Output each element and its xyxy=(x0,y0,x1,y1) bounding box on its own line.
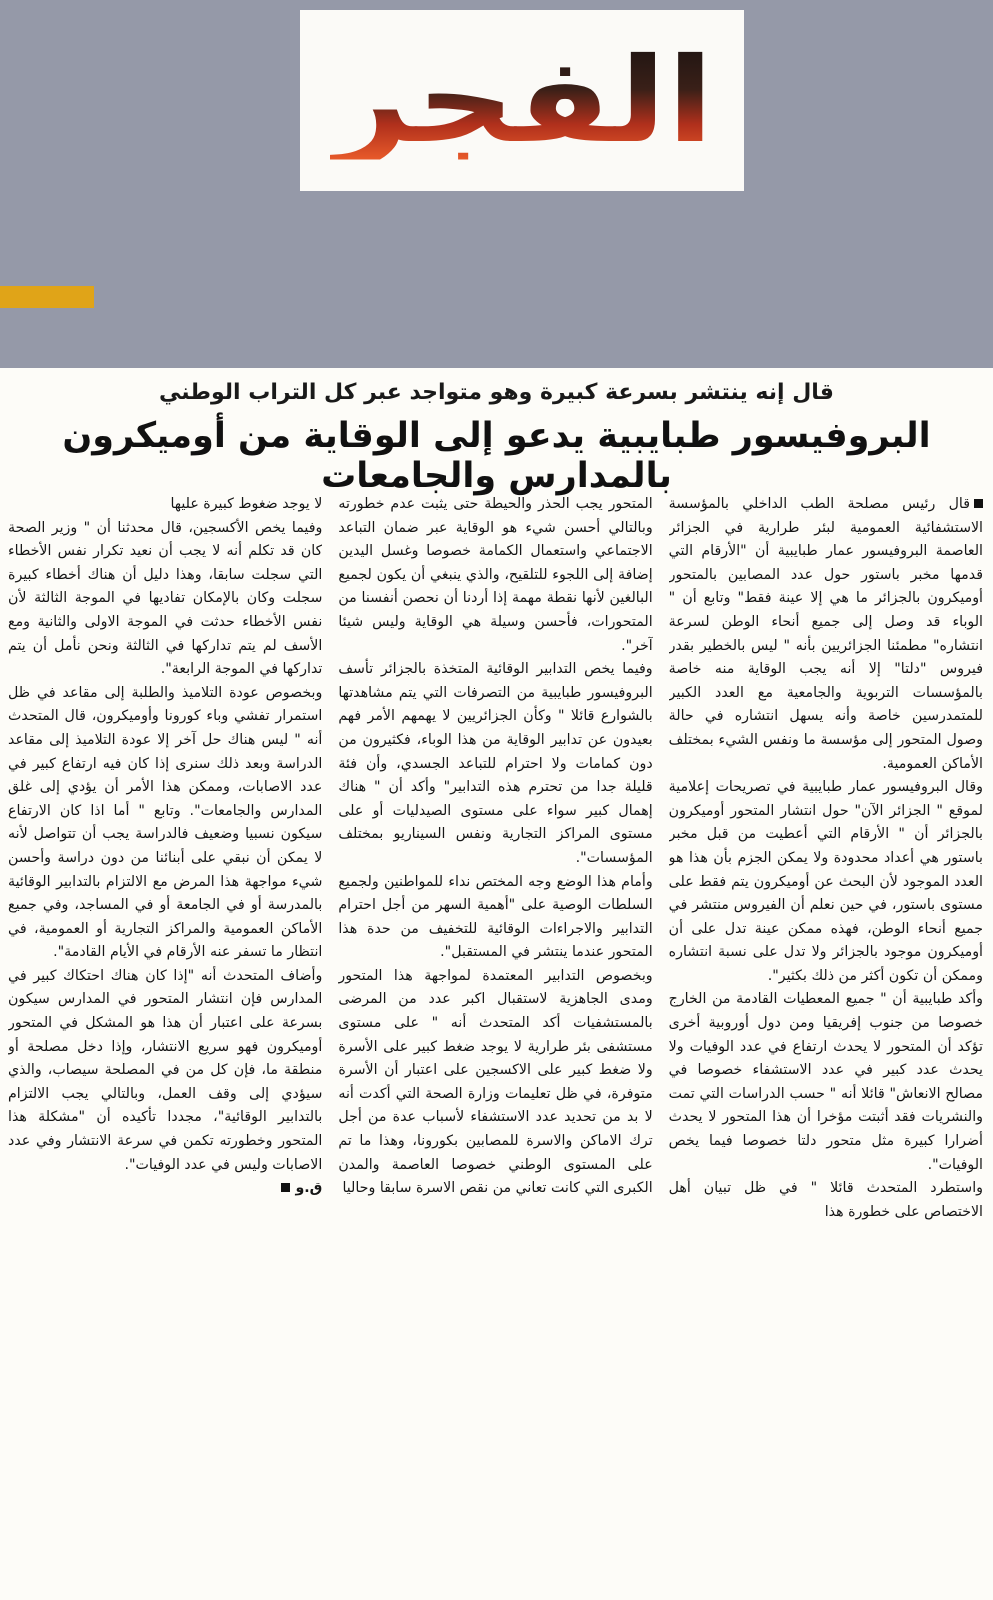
article-kicker: قال إنه ينتشر بسرعة كبيرة وهو متواجد عبر كل التراب الوطني xyxy=(159,380,834,405)
paragraph: وفيما يخص الأكسجين، قال محدثنا أن " وزير الصحة كان قد تكلم أنه لا يجب أن نعيد تكرار نفس الأخطاء التي سجلت سابقا، وهذا دليل أن هناك أخطاء كبيرة سجلت وكان بالإمكان تفاديها في الموجة الثالثة لأن نفس الأخطاء حدثت في الموجة الاولى والثانية ومع الأسف لم يتم تداركها في الثالثة ونحن نأمل أن يتم تداركها في الموجة الرابعة". xyxy=(8,519,323,678)
newspaper-masthead xyxy=(300,10,744,191)
article-column-3 xyxy=(8,493,322,1592)
paragraph: واستطرد المتحدث قائلا " في ظل تبيان أهل الاختصاص على خطورة هذا xyxy=(668,1180,983,1220)
bullet-square-icon xyxy=(974,499,983,508)
paragraph: وأمام هذا الوضع وجه المختص نداء للمواطنين ولجميع السلطات الوصية على "أهمية السهر من أجل احترام التدابير والاجراءات الوقائية للتخفيف من حدة هذا المتحور عندما ينتشر في المستقبل". xyxy=(338,873,653,961)
paragraph: وأضاف المتحدث أنه "إذا كان هناك احتكاك كبير في المدارس فإن انتشار المتحور في المدارس سيكون بسرعة على اعتبار أن هذا هو المشكل في المتحور أوميكرون فهو سريع الانتشار، وإذا دخل مصلحة أو منطقة ما، فإن كل من في المصلحة سيصاب، والذي سيؤدي إلى وقف العمل، وبالتالي يجب الالتزام بالتدابير الوقائية"، مجددا تأكيده أن "مشكلة هذا المتحور وخطورته تكمن في سرعة الانتشار وفي عدد الاصابات وليس في عدد الوفيات". xyxy=(8,967,323,1173)
paragraph: المتحور يجب الحذر والحيطة حتى يثبت عدم خطورته وبالتالي أحسن شيء هو الوقاية عبر ضمان التباعد الاجتماعي واستعمال الكمامة خصوصا وغسل اليدين إضافة إلى اللجوء للتلقيح، والذي ينبغي أن يكون لجميع البالغين لأنها نقطة مهمة إذا أردنا أن نحصن أنفسنا من المتحورات، فأحسن وسيلة هي الوقاية وليس شيئا آخر". xyxy=(338,496,653,654)
paragraph: وفيما يخص التدابير الوقائية المتخذة بالجزائر تأسف البروفيسور طبايبية من التصرفات التي يتم مشاهدتها بالشوارع قائلا " وكأن الجزائريين لا يهمهم الأمر فهم بعيدون عن تدابير الوقاية من هذا الوباء، فكثيرون من دون كمامات ولا احترام للتباعد الجسدي، وأن فئة قليلة جدا من تحترم هذه التدابير" وأكد أن " هناك إهمال كبير سواء على مستوى الصيدليات أو على مستوى المراكز التجارية ونفس السيناريو بمختلف المؤسسات". xyxy=(338,661,653,866)
paragraph: وأكد طبايبية أن " جميع المعطيات القادمة من الخارج خصوصا من جنوب إفريقيا ومن دول أوروبية أخرى تؤكد أن المتحور لا يحدث ارتفاع في عدد الوفيات ولا يحدث عدد كبير في عدد الاستشفاء خصوصا في مصالح الانعاش" قائلا أنه " حسب الدراسات التي تمت والنشريات فقد أثبتت مؤخرا أن هذا المتحور لا يحدث أضرارا كبيرة مثل متحور دلتا خصوصا فيما يخص الوفيات". xyxy=(668,991,983,1173)
article-columns xyxy=(8,493,983,1592)
paragraph: وبخصوص التدابير المعتمدة لمواجهة هذا المتحور ومدى الجاهزية لاستقبال اكبر عدد من المرضى بالمستشفيات أكد المتحدث أنه " على مستوى مستشفى بئر طرارية لا يوجد ضغط كبير على الأسرة ولا ضغط كبير على الاكسجين على اعتبار أن الأسرة متوفرة، في ظل تعليمات وزارة الصحة التي أكدت أنه لا بد من تحديد عدد الاستشفاء لأسباب عدة من أجل ترك الاماكن والاسرة للمصابين بكورونا، وهذا ما تم على المستوى الوطني خصوصا العاصمة والمدن الكبرى التي كانت تعاني من نقص الاسرة سابقا وحاليا xyxy=(338,967,653,1197)
paragraph: وقال البروفيسور عمار طبايبية في تصريحات إعلامية لموقع " الجزائر الآن" حول انتشار المتحور أوميكرون بالجزائر أن " الأرقام التي أعطيت من قبل مخبر باستور هي أعداد محدودة ولا يمكن الجزم بأن هذا هو العدد الموجود لأن البحث عن أوميكرون يتم فقط على مستوى باستور، في حين نعلم أن الفيروس منتشر في جميع أنحاء الوطن، فهذه ممكن عينة تدل على أن أوميكرون موجود بالجزائر ولا تدل على نسبة انتشاره وممكن أن تكون أكثر من ذلك بكثير". xyxy=(668,779,983,984)
article-column-1 xyxy=(669,493,983,1592)
article-clipping xyxy=(0,368,993,1600)
article-column-2 xyxy=(338,493,652,1592)
accent-bar xyxy=(0,286,94,308)
paragraph: لا يوجد ضغوط كبيرة عليها xyxy=(170,496,323,512)
author-signoff: ق.و xyxy=(8,1177,322,1201)
paragraph: وبخصوص عودة التلاميذ والطلبة إلى مقاعد في ظل استمرار تفشي وباء كورونا وأوميكرون، قال المتحدث أنه " ليس هناك حل آخر إلا عودة التلاميذ إلى مقاعد الدراسة وبعد ذلك سنرى إذا كان فيه ارتفاع كبير في عدد الاصابات، وممكن هذا الأمر أن يؤدي إلى غلق المدارس والجامعات". وتابع " أما اذا كان الارتفاع سيكون نسبيا وضعيف فالدراسة يجب أن تتواصل لأنه لا يمكن أن نبقي على أبنائنا من دون دراسة وأحسن شيء مواجهة هذا المرض مع الالتزام بالتدابير الوقائية بالمدرسة أو في الجامعة أو في المساجد، وفي جميع الأماكن العمومية والمراكز التجارية أو العمومية، في انتظار ما تسفر عنه الأرقام في الأيام القادمة". xyxy=(8,684,323,961)
newspaper-logo: الفجر xyxy=(330,31,714,169)
paragraph: قال رئيس مصلحة الطب الداخلي بالمؤسسة الاستشفائية العمومية لبئر طرارية في الجزائر العاصمة البروفيسور عمار طبايبية أن "الأرقام التي قدمها مخبر باستور حول عدد المصابين بالمتحور أوميكرون بالجزائر ما هي إلا عينة فقط" وتابع أن " الوباء قد وصل إلى جميع أنحاء الوطن لسرعة انتشاره" مطمئنا الجزائريين بأنه " ليس بالخطير بقدر فيروس "دلتا" إلا أنه يجب الوقاية منه خاصة بالمؤسسات التربوية والجامعية مع العدد الكبير للمتمدرسين خاصة وأنه يسهل انتشاره في حالة وصول المتحور إلى مؤسسة ما ونفس الشيء بمختلف الأماكن العمومية. xyxy=(668,496,983,772)
bullet-square-icon xyxy=(281,1183,290,1192)
article-headline: البروفيسور طبايبية يدعو إلى الوقاية من أوميكرون بالمدارس والجامعات xyxy=(62,416,931,496)
